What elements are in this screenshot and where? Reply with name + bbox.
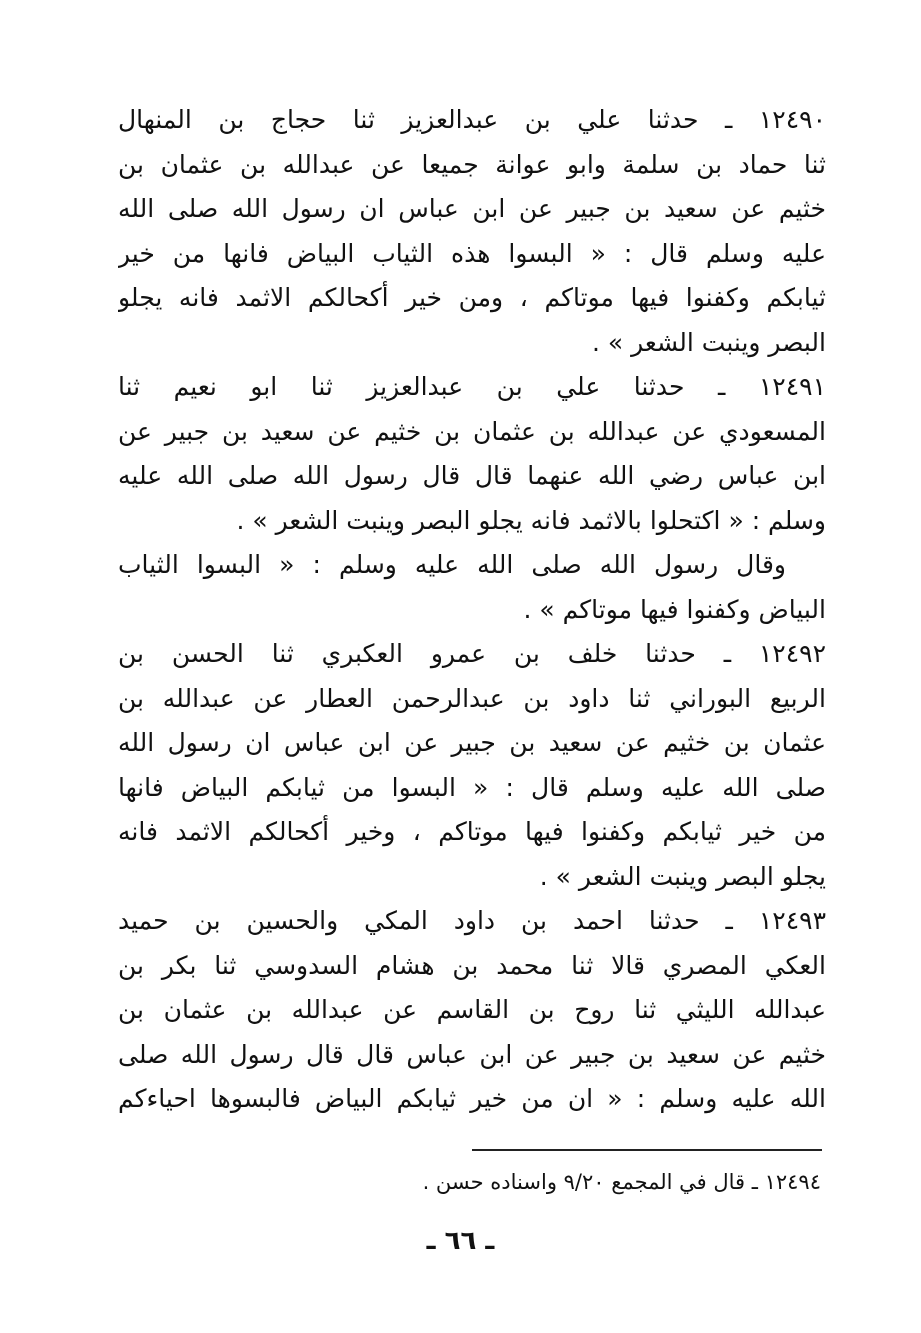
text-line-19: ١٢٤٩٣ ـ حدثنا احمد بن داود المكي والحسين بن حميد [118,906,826,935]
text-line-2: ثنا حماد بن سلمة وابو عوانة جميعا عن عبدالله بن عثمان بن [118,149,826,179]
text-line-18: يجلو البصر وينبت الشعر » . [539,861,826,891]
text-line-12: البياض وكفنوا فيها موتاكم » . [523,594,826,624]
text-line-5: ثيابكم وكفنوا فيها موتاكم ، ومن خير أكحالكم الاثمد فانه يجلو [118,283,826,312]
page-number: ـ ٦٦ ـ [426,1226,495,1256]
text-line-22: خثيم عن سعيد بن جبير عن ابن عباس قال قال رسول الله صلى [118,1039,826,1069]
footnote: ١٢٤٩٤ ـ قال في المجمع ٩/٢٠ واسناده حسن . [422,1170,821,1194]
text-line-23: الله عليه وسلم : « ان من خير ثيابكم البياض فالبسوها احياءكم [118,1084,826,1113]
text-line-15: عثمان بن خثيم عن سعيد بن جبير عن ابن عباس ان رسول الله [118,728,826,757]
text-line-20: العكي المصري قالا ثنا محمد بن هشام السدوسي ثنا بكر بن [118,950,826,980]
text-line-1: ١٢٤٩٠ ـ حدثنا علي بن عبدالعزيز ثنا حجاج بن المنهال [118,105,826,134]
text-line-21: عبدالله الليثي ثنا روح بن القاسم عن عبدالله بن عثمان بن [118,995,826,1024]
text-line-11: وقال رسول الله صلى الله عليه وسلم : « البسوا الثياب [118,550,786,579]
text-line-17: من خير ثيابكم وكفنوا فيها موتاكم ، وخير أكحالكم الاثمد فانه [118,817,826,846]
text-line-14: الربيع البوراني ثنا داود بن عبدالرحمن العطار عن عبدالله بن [118,683,826,713]
text-line-13: ١٢٤٩٢ ـ حدثنا خلف بن عمرو العكبري ثنا الحسن بن [118,639,826,668]
footnote-separator [472,1149,822,1151]
text-line-4: عليه وسلم قال : « البسوا هذه الثياب البياض فانها من خير [118,238,826,268]
text-line-7: ١٢٤٩١ ـ حدثنا علي بن عبدالعزيز ثنا ابو نعيم ثنا [118,372,826,401]
text-line-10: وسلم : « اكتحلوا بالاثمد فانه يجلو البصر وينبت الشعر » . [236,505,826,535]
text-line-3: خثيم عن سعيد بن جبير عن ابن عباس ان رسول الله صلى الله [118,194,826,223]
text-line-9: ابن عباس رضي الله عنهما قال قال رسول الله صلى الله عليه [118,461,826,490]
text-line-16: صلى الله عليه وسلم قال : « البسوا من ثيابكم البياض فانها [118,772,826,802]
text-line-6: البصر وينبت الشعر » . [592,327,826,357]
text-line-8: المسعودي عن عبدالله بن عثمان بن خثيم عن سعيد بن جبير عن [118,416,826,446]
hadith-text [118,0,826,1140]
